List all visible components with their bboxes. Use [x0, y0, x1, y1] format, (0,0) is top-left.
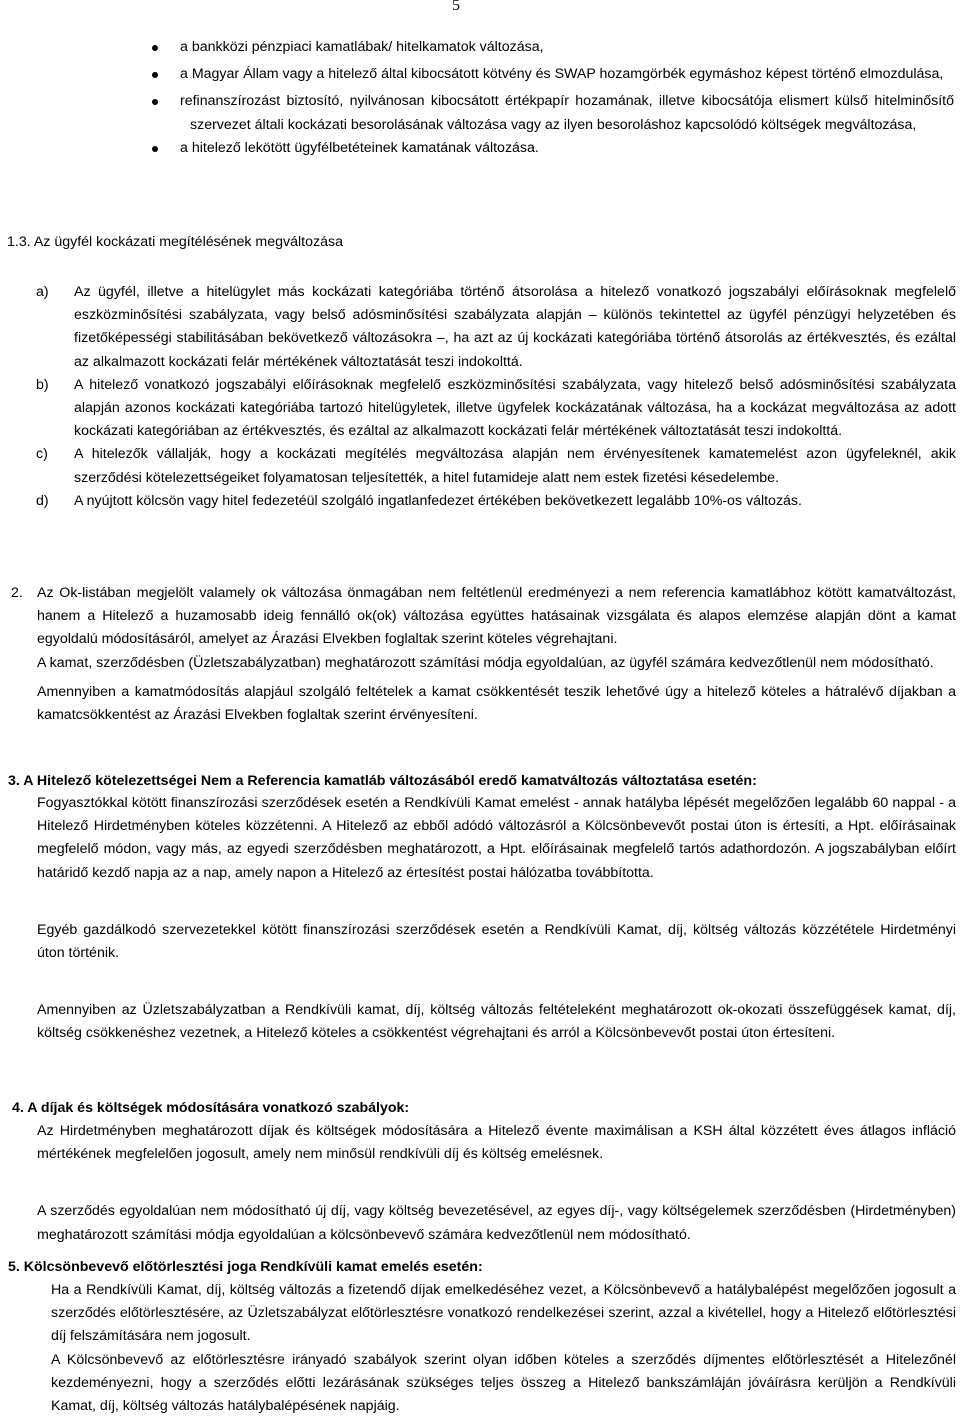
bullet-dot-icon — [152, 72, 158, 78]
item-label: c) — [36, 446, 48, 463]
paragraph: Az Ok-listában megjelölt valamely ok változása önmagában nem feltétlenül eredményezi a nem referencia kamatlábhoz kötött kamatváltozást, hanem a Hitelező a huzamosabb ideig fennálló ok(ok) változása együttes hatásainak vizsgálata és alapos elemzése alapján dönt a kamat egyoldalú módosításáról, amelyet az Árazási Elvekben foglaltak szerint köteles végrehajtani. — [37, 585, 956, 648]
bullet-item — [0, 36, 960, 59]
bullet-text: a Magyar Állam vagy a hitelező által kibocsátott kötvény és SWAP hozamgörbék egymáshoz képest történő elmozdulása, — [180, 66, 944, 83]
bullet-dot-icon — [152, 99, 158, 105]
list-item — [0, 490, 960, 513]
item-label: d) — [36, 492, 49, 509]
list-item — [0, 281, 960, 374]
item-text: A nyújtott kölcsön vagy hitel fedezetéül szolgáló ingatlanfedezet értékében bekövetkezett legalább 10%-os változás. — [74, 492, 802, 509]
item-text: A hitelezők vállalják, hogy a kockázati megítélés megváltozása alapján nem érvényesítenek kamatemelést azon ügyfeleknél, akik szerződési kötelezettségeiket folyamatosan teljesítették, a hitel futamideje alatt nem estek fizetési késedelembe. — [74, 446, 956, 486]
paragraph: Ha a Rendkívüli Kamat, díj, költség változás a fizetendő díjak emelkedéséhez vezet, a Kölcsönbevevő a hatálybalépést megelőzően jogosult a szerződés előtörlesztésére, az Üzletszabályzat előtörlesztésre vonatkozó rendelkezései szerint, azzal a kivétellel, hogy a Hitelező előtörlesztési díj felszámítására nem jogosult. — [51, 1282, 956, 1345]
item-list — [0, 281, 960, 513]
bullet-item — [0, 90, 960, 136]
section-heading: 4. A díjak és költségek módosítására vonatkozó szabályok: — [12, 1100, 410, 1116]
section-heading: 3. A Hitelező kötelezettségei Nem a Referencia kamatláb változásából eredő kamatváltozás változtatása esetén: — [8, 773, 757, 789]
paragraph: Az Hirdetményben meghatározott díjak és költségek módosítására a Hitelező évente maximálisan a KSH által közzétett éves átlagos infláció mértékének megfelelően jogosult, amely nem minősül rendkívüli díj és költség emelésnek. — [37, 1123, 956, 1163]
section-label: 2. — [11, 585, 23, 601]
paragraph: Egyéb gazdálkodó szervezetekkel kötött finanszírozási szerződések esetén a Rendkívüli Kamat, díj, költség változás közzététele Hirdetményi úton történik. — [37, 921, 956, 962]
page-number: 5 — [452, 0, 460, 14]
paragraph: A Kölcsönbevevő az előtörlesztésre irányadó szabályok szerint olyan időben köteles a szerződés díjmentes előtörlesztését a Hitelezőnél kezdeményezni, hogy a szerződés előtti lezárásának szükséges teljes összeg a Hitelező bankszámláján jóváírásra kerüljön a Rendkívüli Kamat, díj, költség változás hatálybalépésének napjáig. — [51, 1351, 956, 1415]
paragraph: Fogyasztókkal kötött finanszírozási szerződések esetén a Rendkívüli Kamat emelést - annak hatályba lépését megelőzően legalább 60 nappal - a Hitelező Hirdetményben köteles közzétenni. A Hitelező az ebből adódó változásról a Kölcsönbevevőt postai úton is értesíti, a Hpt. előírásainak megfelelő módon, vagy más, az egyedi szerződésben meghatározott, a Hpt. előírásainak megfelelő tartós adathordozón. A jogszabályban előírt határidő kezdő napja az a nap, amely napon a Hitelező az értesítést postai hálózatba továbbította. — [37, 795, 956, 881]
section-2 — [0, 582, 960, 727]
bullet-item — [0, 63, 960, 86]
item-text: Az ügyfél, illetve a hitelügylet más kockázati kategóriába történő átsorolása a hitelező vonatkozó jogszabályi előírásoknak megfelelő eszközminősítési szabályzata, vagy belső adósminősítési szabályzata alapján – különös tekintettel az ügyfél pénzügyi helyzetében és fizetőképességi stabilitásában bekövetkező változásokra –, ha azt az új kockázati kategóriába történő átsorolás az értékvesztés, és ezáltal az alkalmazott kockázati felár mértékének változtatását teszi indokolttá. — [74, 284, 956, 370]
item-label: a) — [36, 284, 49, 300]
paragraph: A kamat, szerződésben (Üzletszabályzatban) meghatározott számítási módja egyoldalúan, az ügyfél számára kedvezőtlenül nem módosítható. — [37, 654, 934, 671]
list-item — [0, 374, 960, 444]
bullet-text: a bankközi pénzpiaci kamatlábak/ hitelkamatok változása, — [180, 39, 544, 55]
bullet-item — [0, 137, 960, 160]
bullet-text: refinanszírozást biztosító, nyilvánosan kibocsátott értékpapír hozamának, illetve kibocsátója elismert külső hitelminősítő szervezet általi kockázati besorolásának változása vagy az ilyen besoroláshoz kapcsolódó költségek megváltozása, — [180, 93, 954, 133]
paragraph: A szerződés egyoldalúan nem módosítható új díj, vagy költség bevezetésével, az egyes díj-, vagy költségelemek szerződésben (Hirdetményben) meghatározott számítási módja egyoldalúan a kölcsönbevevő számára kedvezőtlenül nem módosítható. — [37, 1203, 956, 1243]
paragraph: Amennyiben az Üzletszabályzatban a Rendkívüli kamat, díj, költség változás feltételeként meghatározott ok-okozati összefüggések kamat, díj, költség csökkenéshez vezetnek, a Hitelező köteles a csökkentést végrehajtani és arról a Kölcsönbevevőt postai úton értesíteni. — [37, 1002, 956, 1042]
list-item — [0, 443, 960, 489]
section-heading: 5. Kölcsönbevevő előtörlesztési joga Rendkívüli kamat emelés esetén: — [8, 1259, 483, 1275]
bullet-list — [0, 36, 960, 160]
bullet-dot-icon — [152, 146, 158, 152]
paragraph: Amennyiben a kamatmódosítás alapjául szolgáló feltételek a kamat csökkentését teszik lehetővé úgy a hitelező köteles a hátralévő díjakban a kamatcsökkentést az Árazási Elvekben foglaltak szerint érvényesíteni. — [37, 683, 956, 724]
item-text: A hitelező vonatkozó jogszabályi előírásoknak megfelelő eszközminősítési szabályzata, vagy hitelező belső adósminősítési szabályzata alapján azonos kockázati kategóriába tartozó hitelügyletek, illetve ügyfelek kockázatának változása, ha a kockázat megváltozása az adott kockázati kategóriában az értékvesztés, és ezáltal az alkalmazott kockázati felár mértékének változtatását teszi indokolttá. — [74, 376, 956, 440]
bullet-dot-icon — [152, 45, 158, 51]
bullet-text: a hitelező lekötött ügyfélbetéteinek kamatának változása. — [180, 139, 539, 156]
section-heading: 1.3. Az ügyfél kockázati megítélésének megváltozása — [7, 234, 343, 250]
item-label: b) — [36, 376, 49, 393]
